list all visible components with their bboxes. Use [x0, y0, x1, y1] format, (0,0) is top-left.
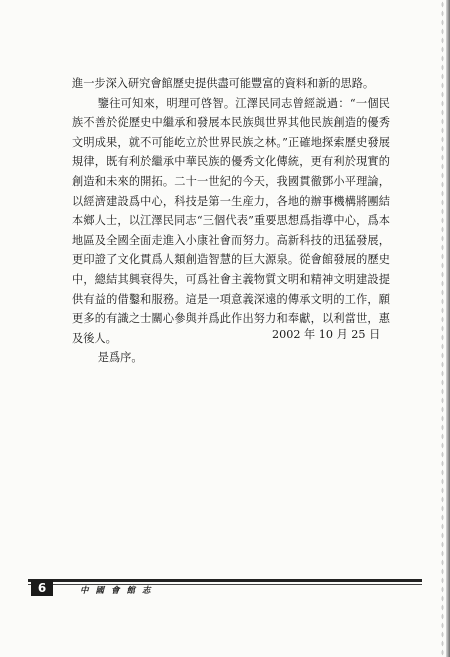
page-edge-shadow	[446, 0, 450, 657]
paragraph-2: 鑒往可知來，明理可啓智。江澤民同志曾經説過：“一個民族不善於從歷史中繼承和發展本民族與世界其他民族創造的優秀文明成果，就不可能屹立於世界民族之林。”正確地探索歷史發展規律，既有利於繼承中華民族的優秀文化傳統，更有利於現實的創造和未來的開拓。二十一世紀的今天，我國貫徹鄧小平理論，以經濟建設爲中心，科技是第一生産力，各地的辦事機構將團結本鄉人士，以江澤民同志“三個代表”重要思想爲指導中心，爲本地區及全國全面走進入小康社會而努力。高新科技的迅猛發展，更印證了文化貫爲人類創造智慧的巨大源泉。從會館發展的歷史中，總結其興衰得失，可爲社會主義物質文明和精神文明建設提供有益的借鑿和服務。這是一項意義深遠的傳承文明的工作，願更多的有識之士關心參與并爲此作出努力和奉獻，以利當世，惠及後人。	[72, 96, 390, 345]
body-text	[72, 74, 390, 368]
page-number: 6	[31, 580, 53, 596]
footer-rule	[28, 579, 422, 582]
preface-date: 2002 年 10 月 25 日	[272, 328, 381, 341]
scan-edge-noise	[441, 0, 444, 657]
paragraph-3: 是爲序。	[97, 351, 143, 365]
paragraph-1: 進一步深入研究會館歷史提供盡可能豐富的資料和新的思路。	[72, 77, 375, 90]
running-footer-title: 中國會館志	[80, 586, 158, 596]
